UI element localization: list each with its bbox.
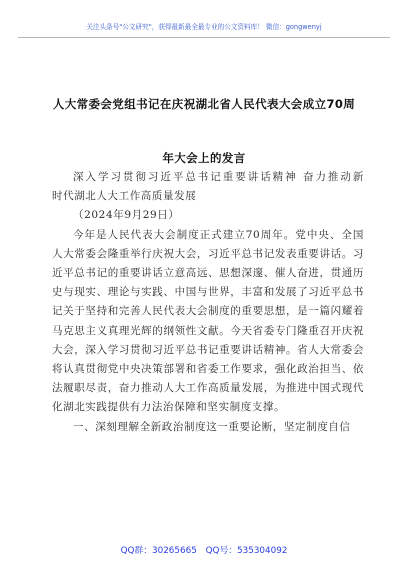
footer-qq-group: QQ群：30265665 [120, 546, 197, 556]
subtitle-line1: 深入学习贯彻习近平总书记重要讲话精神 奋力推动新 [73, 171, 364, 183]
document-title-line1: 人大常委会党组书记在庆祝湖北省人民代表大会成立70周 [52, 97, 356, 111]
subtitle-line2: 时代湖北人大工作高质量发展 [52, 190, 197, 203]
document-body [52, 168, 364, 437]
section-1-heading: 一、深刻理解全新政治制度这一重要论断，坚定制度自信 [73, 420, 351, 433]
document-title-line2: 年大会上的发言 [162, 151, 246, 165]
paragraph-1: 今年是人民代表大会制度正式建立70周年。党中央、全国人大常委会隆重举行庆祝大会，习近平总书记发表重要讲话。习近平总书记的重要讲话立意高远、思想深邃、催人奋进，贯通历史与现实、理论与实践、中国与世界，丰富和发展了习近平总书记关于坚持和完善人民代表大会制度的重要思想，是一篇闪耀着马克思主义真理光辉的纲领性文献。今天省委专门隆重召开庆祝大会，深入学习贯彻习近平总书记重要讲话精神。省人大常委会将认真贯彻党中央决策部署和省委工作要求，强化政治担当、依法履职尽责，奋力推动人大工作高质量发展，为推进中国式现代化湖北实践提供有力法治保障和坚实制度支撑。 [52, 228, 364, 414]
document-date: （2024年9月29日） [73, 209, 180, 222]
footer-qq-number: QQ号：535304092 [205, 546, 288, 556]
footer-contact [0, 543, 408, 556]
header-banner: 关注头条号"公文研究"，获得最新最全最专业的公文资料库！ 微信：gongwenyj [18, 21, 390, 38]
